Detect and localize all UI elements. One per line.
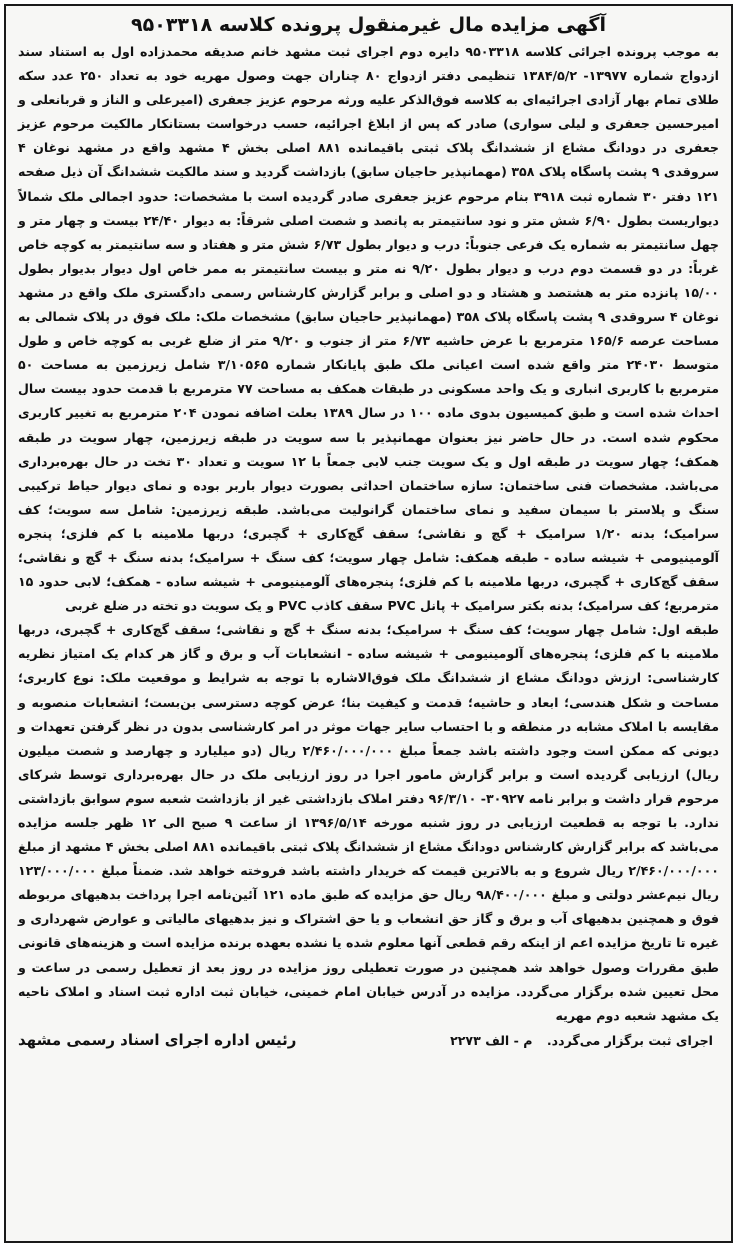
- notice-body: [18, 40, 719, 1028]
- notice-paragraph-2: طبقه اول: شامل چهار سویت؛ کف سنگ + سرامیک؛ بدنه سنگ + گچ و نقاشی؛ سقف گچ‌کاری + گچبری، دربها ملامینه با کم فلزی؛ پنجره‌های آلومینیومی + شیشه ساده - انشعابات آب و برق و گاز هر کدام یک امتیاز نظریه کارشناسی: ارزش دودانگ مشاع از ششدانگ ملک فوق‌الاشاره با توجه به شرایط و موقعیت ملک: نوع کاربری؛ مساحت و شکل هندسی؛ ابعاد و حاشیه؛ قدمت و کیفیت بنا؛ عرض کوچه دسترسی بن‌بست؛ انشعابات منصوبه و مقایسه با املاک مشابه در منطقه و با احتساب سایر جهات موثر در امر کارشناسی بدون در نظر گرفتن تعهدات و دیونی که ممکن است وجود داشته باشد جمعاً مبلغ ۲/۴۶۰/۰۰۰/۰۰۰ ریال (دو میلیارد و چهارصد و شصت میلیون ریال) ارزیابی گردیده است و برابر گزارش مامور اجرا در روز ارزیابی ملک در حال بهره‌برداری توسط شرکای مرحوم قرار داشت و برابر نامه ۳۰۹۲۷- ۹۶/۳/۱۰ دفتر املاک بازداشتی غیر از بازداشت شعبه سوم سوابق بازداشتی ندارد. با توجه به قطعیت ارزیابی در روز شنبه مورخه ۱۳۹۶/۵/۱۴ از ساعت ۹ صبح الی ۱۲ ظهر جلسه مزایده می‌باشد که برابر گزارش کارشناس دودانگ مشاع از ششدانگ پلاک ثبتی باقیمانده ۸۸۱ اصلی بخش ۴ مشهد از مبلغ ۲/۴۶۰/۰۰۰/۰۰۰ ریال شروع و به بالاترین قیمت که خریدار داشته باشد فروخته خواهد شد. ضمناً مبلغ ۱۲۳/۰۰۰/۰۰۰ ریال نیم‌عشر دولتی و مبلغ ۹۸/۴۰۰/۰۰۰ ریال حق مزایده که طبق ماده ۱۲۱ آئین‌نامه اجرا پرداخت بدهیهای مربوطه فوق و همچنین بدهیهای آب و برق و گاز حق انشعاب و یا حق اشتراک و نیز بدهیهای مالیاتی و عوارض شهرداری و غیره تا تاریخ مزایده اعم از اینکه رقم قطعی آنها معلوم شده یا نشده بعهده برنده مزایده است و هزینه‌های قانونی طبق مقررات وصول خواهد شد همچنین در صورت تعطیلی روز مزایده در روز بعد از تعطیل رسمی در ساعت و محل تعیین شده برگزار می‌گردد. مزایده در آدرس خیابان امام خمینی، خیابان ثبت اداره ثبت اسناد و املاک ناحیه یک مشهد شعبه دوم مهریه: [18, 622, 719, 1023]
- signature: رئیس اداره اجرای اسناد رسمی مشهد: [18, 1030, 297, 1049]
- closing-text: اجرای ثبت برگزار می‌گردد.: [546, 1032, 713, 1048]
- notice-title: آگهی مزایده مال غیرمنقول پرونده کلاسه ۹۵۰۳۳۱۸: [131, 14, 606, 36]
- notice-code: م - الف ۲۲۷۳: [450, 1032, 533, 1048]
- auction-notice: [4, 4, 733, 1243]
- notice-footer-left-group: [450, 1029, 719, 1053]
- notice-footer: [18, 1028, 719, 1053]
- notice-paragraph-1: به موجب پرونده اجرائی کلاسه ۹۵۰۳۳۱۸ دایره دوم اجرای ثبت مشهد خانم صدیقه محمدزاده اول به استناد سند ازدواج شماره ۱۳۹۷۷- ۱۳۸۴/۵/۲ تنظیمی دفتر ازدواج ۸۰ چناران جهت وصول مهریه خود به تعداد ۲۵۰ عدد سکه طلای تمام بهار آزادی اجرائیه‌ای به کلاسه فوق‌الذکر علیه ورثه مرحوم عزیز جعفری (امیرعلی و الناز و قربانعلی و امیرحسین جعفری و لیلی سواری) صادر که پس از ابلاغ اجرائیه، حسب درخواست بستانکار مالکیت مرحوم عزیز جعفری در دودانگ مشاع از ششدانگ پلاک ثبتی باقیمانده ۸۸۱ اصلی بخش ۴ مشهد واقع در مشهد نوغان ۴ سروقدی ۹ پشت پاسگاه پلاک ۳۵۸ (مهمانپذیر حاجیان سابق) بازداشت گردید و سند مالکیت ششدانگ آن ذیل صفحه ۱۲۱ دفتر ۳۰ شماره ثبت ۳۹۱۸ بنام مرحوم عزیز جعفری صادر گردیده است با مشخصات: حدود اجمالی ملک شمالاً دیواریست بطول ۶/۹۰ شش متر و نود سانتیمتر به پانصد و شصت اصلی شرقاً: به دیوار ۲۴/۴۰ بیست و چهار متر و چهل سانتیمتر به شماره یک فرعی جنوباً: درب و دیوار بطول ۶/۷۳ شش متر و هفتاد و سه سانتیمتر به کوچه خاص غرباً: در دو قسمت دوم درب و دیوار بطول ۹/۲۰ نه متر و بیست سانتیمتر به ممر خاص اول دیوار بدیوار بطول ۱۵/۰۰ پانزده متر به هشتصد و هشتاد و دو اصلی و برابر گزارش کارشناس رسمی دادگستری ملک واقع در مشهد نوغان ۴ سروقدی ۹ پشت پاسگاه پلاک ۳۵۸ (مهمانپذیر حاجیان سابق) مشخصات ملک: ملک فوق در پلاک شمالی به مساحت عرصه ۱۶۵/۶ مترمربع با عرض حاشیه ۶/۷۳ متر از جنوب و ۹/۲۰ متر از ضلع غربی به کوچه خاص و طول متوسط ۲۴۰۳۰ متر واقع شده است اعیانی ملک طبق پایانکار شماره ۳/۱۰۵۶۵ شامل زیرزمین به مساحت ۵۰ مترمربع با کاربری انباری و یک واحد مسکونی در طبقات همکف به مساحت ۷۷ مترمربع با قدمت حدود بیست سال احداث شده است و طبق کمیسیون بدوی ماده ۱۰۰ در سال ۱۳۸۹ بعلت اضافه نمودن ۲۰۴ مترمربع به تغییر کاربری محکوم شده است. در حال حاضر نیز بعنوان مهمانپذیر با سه سویت در طبقه زیرزمین، چهار سویت در طبقه همکف؛ چهار سویت در طبقه اول و یک سویت جنب لابی جمعاً با ۱۲ سویت و تعداد ۳۰ تخت در حال بهره‌برداری می‌باشد. مشخصات فنی ساختمان: سازه ساختمان احداثی بصورت دیوار باربر بوده و نمای دیوار حیاط ترکیبی سنگ و پلاستر با سیمان سفید و نمای ساختمان گرانولیت می‌باشد. طبقه زیرزمین: شامل سه سویت؛ کف سرامیک؛ بدنه ۱/۲۰ سرامیک + گچ و نقاشی؛ سقف گچ‌کاری + گچبری؛ دربها ملامینه با کم فلزی؛ پنجره آلومینیومی + شیشه ساده - طبقه همکف: شامل چهار سویت؛ کف سنگ + سرامیک؛ بدنه سنگ + گچ و نقاشی؛ سقف گچ‌کاری + گچبری، دربها ملامینه با کم فلزی؛ پنجره‌های آلومینیومی + شیشه ساده - همکف؛ لابی حدود ۱۵ مترمربع؛ کف سرامیک؛ بدنه بکتر سرامیک + پانل PVC سقف کاذب PVC و یک سویت دو تخته در ضلع غربی: [18, 44, 720, 614]
